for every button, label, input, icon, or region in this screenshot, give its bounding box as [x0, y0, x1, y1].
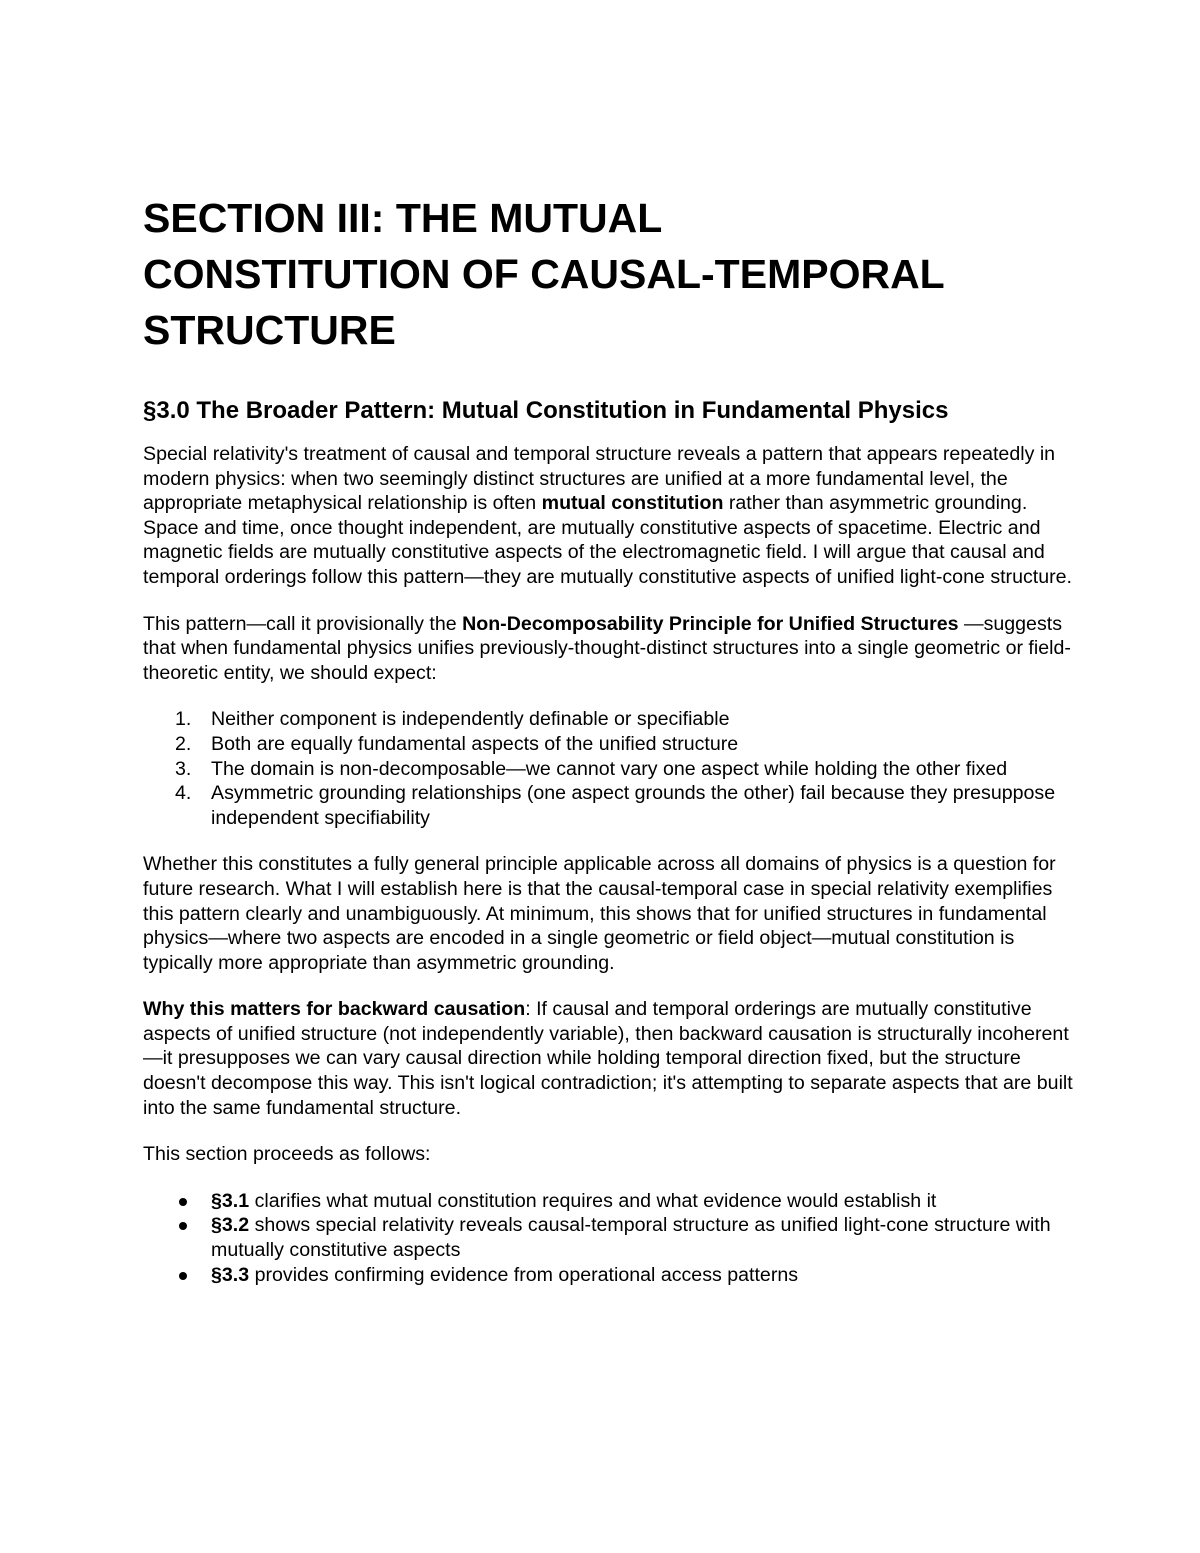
paragraph-2: [143, 612, 1073, 686]
numbered-list-item: [143, 757, 1073, 782]
paragraph-4-text: : If causal and temporal orderings are mutually constitutive aspects of unified structure (not independently variable), then backward causation is structurally incoherent—it presupposes we can vary causal direction while holding temporal direction fixed, but the structure doesn't decompose this way. This isn't logical contradiction; it's attempting to separate aspects that are built into the same fundamental structure.: [143, 998, 1073, 1119]
bullet-list-item: [143, 1263, 1073, 1288]
bullet-section-ref: §3.1: [211, 1189, 250, 1212]
bullet-text: shows special relativity reveals causal-temporal structure as unified light-cone structure with mutually constitutive aspects: [211, 1214, 1051, 1262]
list-item-text: Asymmetric grounding relationships (one aspect grounds the other) fail because they presuppose independent specifiability: [211, 782, 1056, 829]
numbered-list-item: [143, 781, 1073, 830]
numbered-list-item: [143, 732, 1073, 757]
paragraph-4-bold: Why this matters for backward causation: [143, 998, 526, 1021]
paragraph-5: This section proceeds as follows:: [143, 1143, 431, 1166]
list-number: 3.: [175, 757, 192, 780]
section-title-line-2: CONSTITUTION OF CAUSAL-TEMPORAL: [143, 251, 945, 297]
document-content: [143, 190, 1073, 1287]
bullet-section-ref: §3.3: [211, 1263, 250, 1286]
paragraph-2-text-b: —suggests that when fundamental physics unifies previously-thought-distinct structures into a single geometric or field-theoretic entity, we should expect:: [143, 612, 1071, 684]
bullet-icon: [179, 1272, 187, 1280]
paragraph-1-text-a: Special relativity's treatment of causal and temporal structure reveals a pattern that appears repeatedly in modern physics: when two seemingly distinct structures are unified at a more fundamental level, the appropriate metaphysical relationship is often: [143, 443, 1056, 515]
paragraph-2-text-a: This pattern—call it provisionally the: [143, 612, 463, 635]
bullet-icon: [179, 1222, 187, 1230]
bullet-section-ref: §3.2: [211, 1214, 250, 1237]
section-title-line-3: STRUCTURE: [143, 307, 396, 353]
subsection-heading: §3.0 The Broader Pattern: Mutual Constitution in Fundamental Physics: [143, 397, 949, 424]
bullet-text: clarifies what mutual constitution requires and what evidence would establish it: [249, 1189, 937, 1212]
section-title: [143, 190, 1073, 358]
bullet-list: [143, 1189, 1073, 1287]
list-number: 4.: [175, 782, 192, 805]
section-title-line-1: SECTION III: THE MUTUAL: [143, 195, 663, 241]
bullet-text: provides confirming evidence from operational access patterns: [249, 1263, 799, 1286]
list-number: 1.: [175, 708, 192, 731]
list-number: 2.: [175, 732, 192, 755]
paragraph-1: [143, 442, 1073, 590]
paragraph-1-text-b: rather than asymmetric grounding. Space and time, once thought independent, are mutually constitutive aspects of spacetime. Electric and magnetic fields are mutually constitutive aspects of the electromagnetic field. I will argue that causal and temporal orderings follow this pattern—they are mutually constitutive aspects of unified light-cone structure.: [143, 492, 1072, 588]
list-item-text: Both are equally fundamental aspects of the unified structure: [211, 732, 739, 755]
list-item-text: Neither component is independently definable or specifiable: [211, 708, 730, 731]
paragraph-4: [143, 997, 1073, 1120]
list-item-text: The domain is non-decomposable—we cannot vary one aspect while holding the other fixed: [211, 757, 1008, 780]
bullet-list-item: [143, 1213, 1073, 1262]
paragraph-2-bold: Non-Decomposability Principle for Unified Structures: [462, 612, 959, 635]
paragraph-3: Whether this constitutes a fully general principle applicable across all domains of physics is a question for future research. What I will establish here is that the causal-temporal case in special relativity exemplifies this pattern clearly and unambiguously. At minimum, this shows that for unified structures in fundamental physics—where two aspects are encoded in a single geometric or field object—mutual constitution is typically more appropriate than asymmetric grounding.: [143, 853, 1056, 974]
numbered-list-item: [143, 707, 1073, 732]
bullet-list-item: [143, 1189, 1073, 1214]
bullet-icon: [179, 1198, 187, 1206]
numbered-list: [143, 707, 1073, 830]
paragraph-1-bold: mutual constitution: [541, 492, 724, 515]
